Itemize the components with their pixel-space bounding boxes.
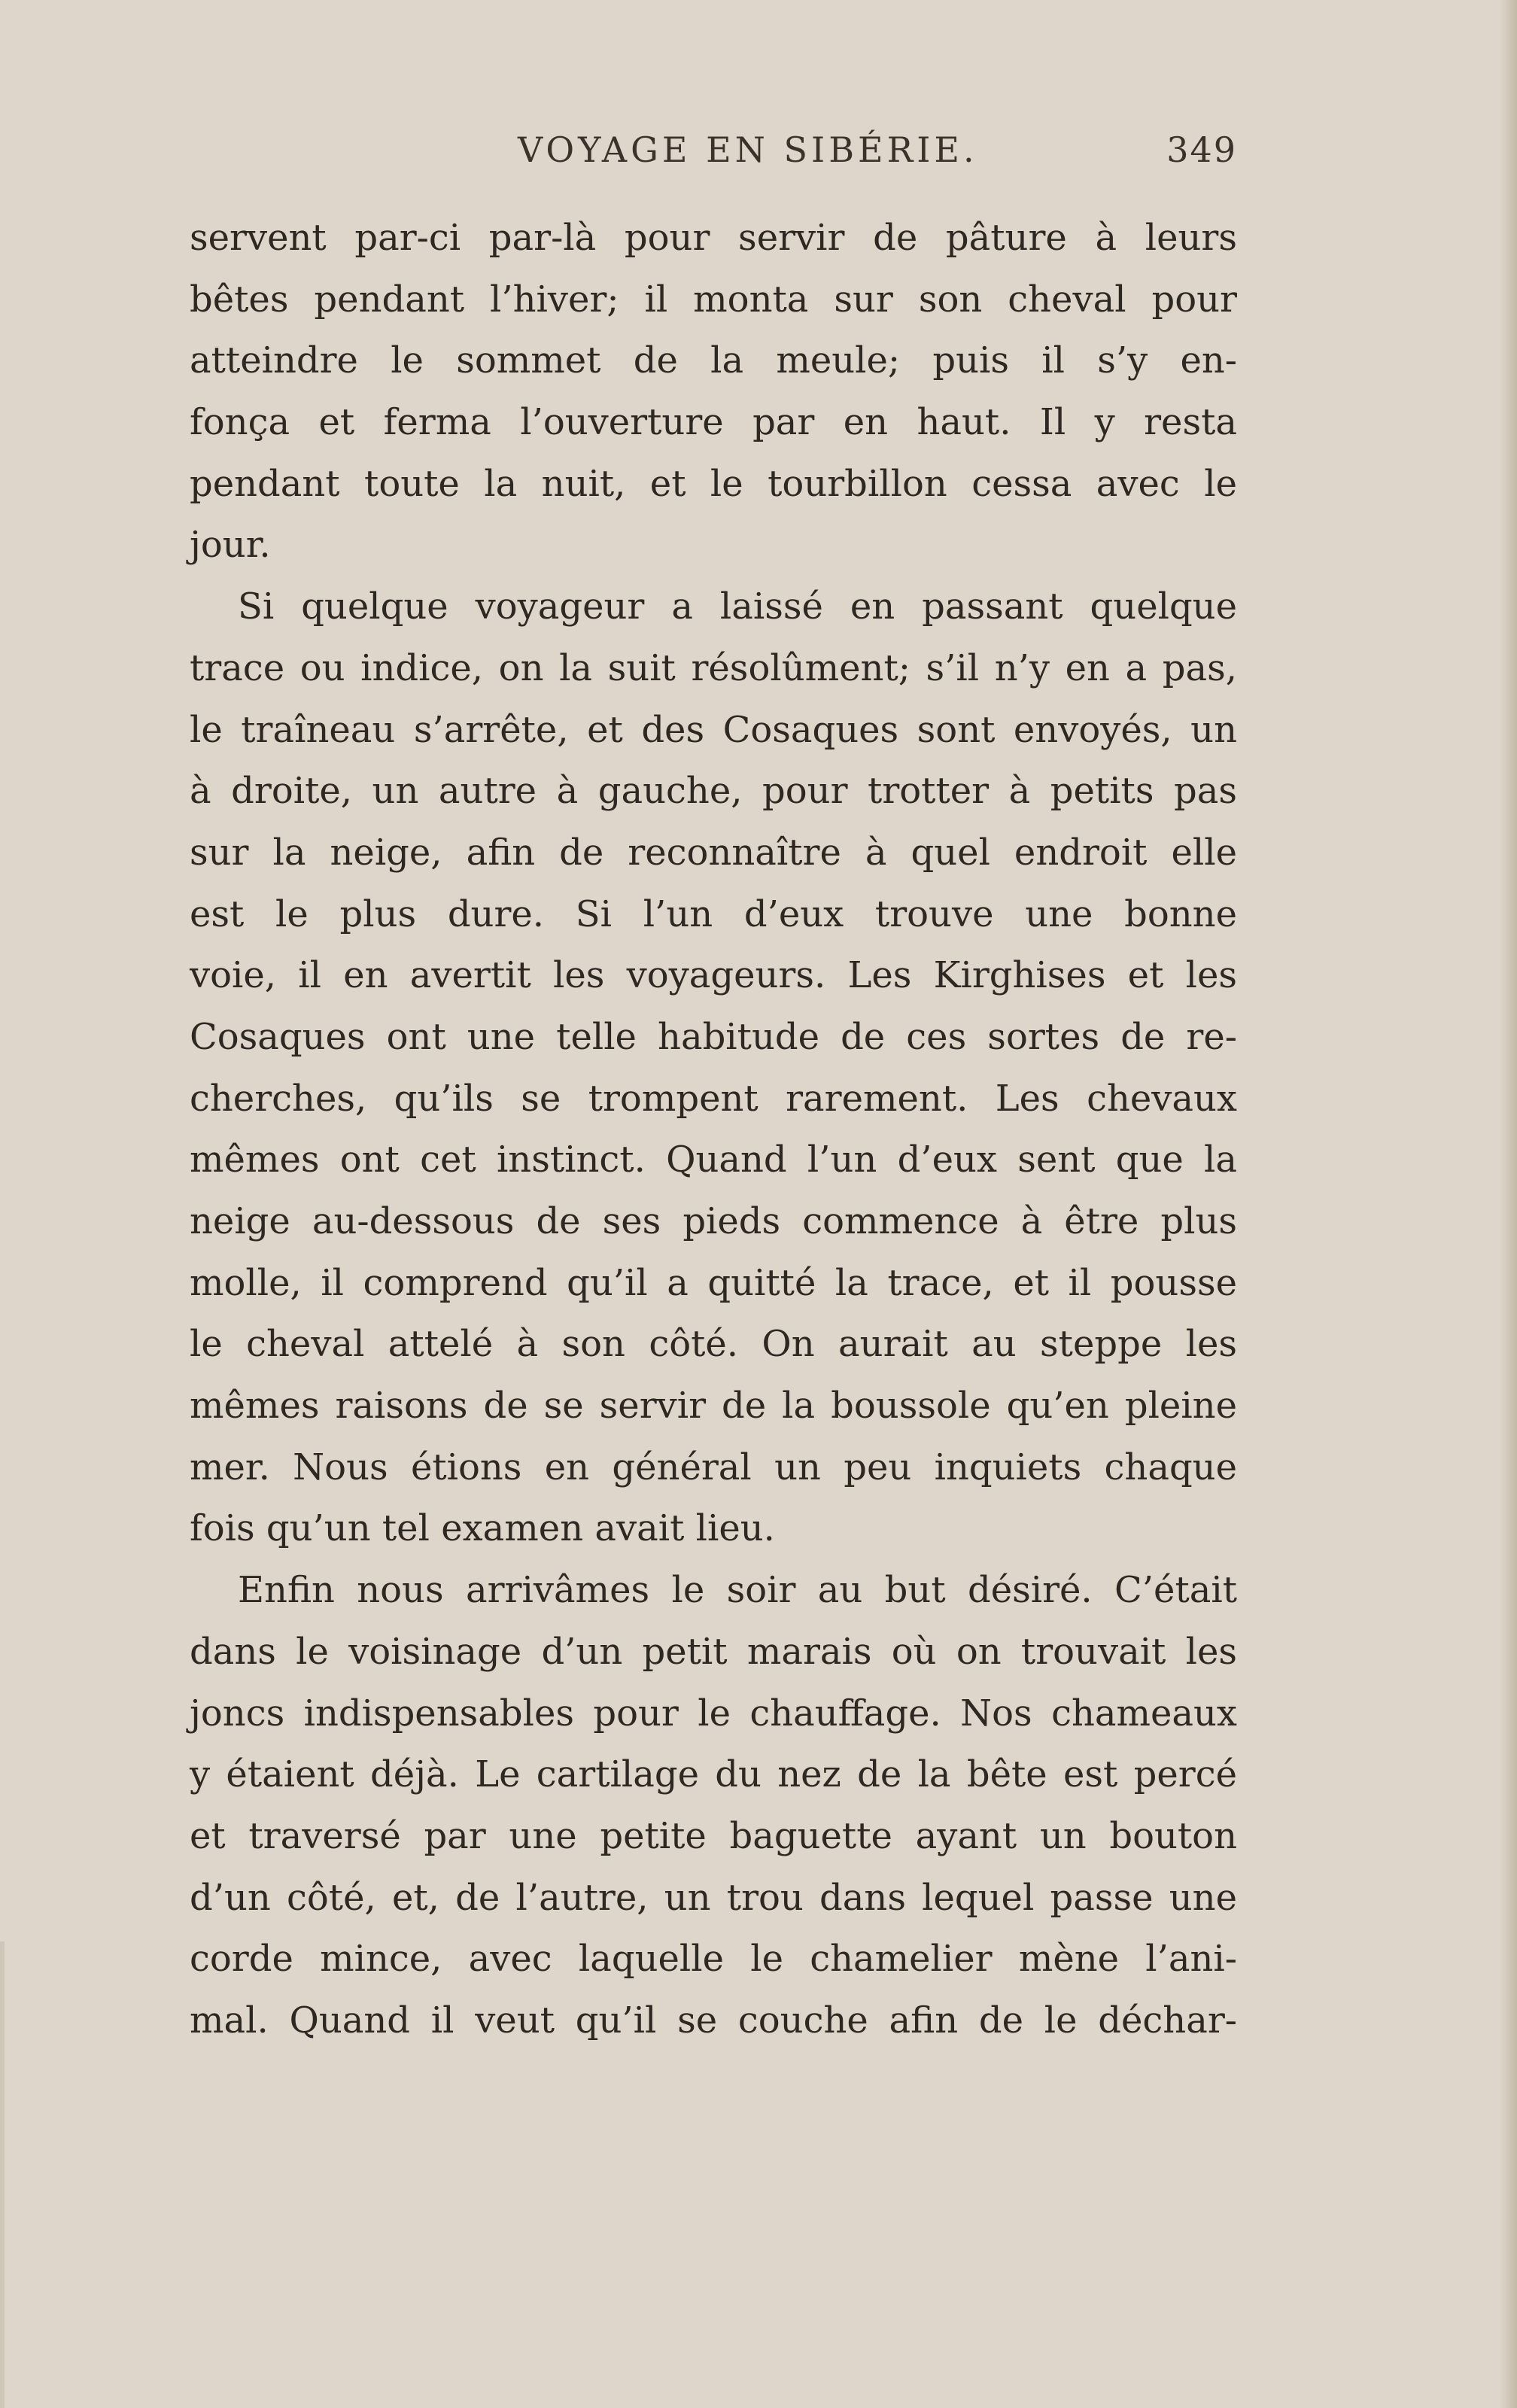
- text-line: fois qu’un tel examen avait lieu.: [190, 1507, 775, 1550]
- text-line: dans le voisinage d’un petit marais où on trouvait les: [190, 1630, 1237, 1673]
- text-line: Enfin nous arrivâmes le soir au but désiré. C’était: [238, 1569, 1237, 1612]
- text-line: fonça et ferma l’ouverture par en haut. Il y resta: [190, 401, 1237, 444]
- text-line: pendant toute la nuit, et le tourbillon cessa avec le: [190, 462, 1237, 505]
- page-number: 349: [1166, 129, 1237, 170]
- page-header: [190, 129, 1237, 182]
- text-line: trace ou indice, on la suit résolûment; s’il n’y en a pas,: [190, 646, 1237, 689]
- text-line: est le plus dure. Si l’un d’eux trouve une bonne: [190, 892, 1237, 935]
- text-line: à droite, un autre à gauche, pour trotter à petits pas: [190, 770, 1237, 813]
- text-line: d’un côté, et, de l’autre, un trou dans lequel passe une: [190, 1876, 1237, 1919]
- text-line: servent par-ci par-là pour servir de pâture à leurs: [190, 217, 1237, 259]
- text-line: bêtes pendant l’hiver; il monta sur son cheval pour: [190, 278, 1237, 321]
- text-line: atteindre le sommet de la meule; puis il s’y en-: [190, 339, 1237, 382]
- running-title: VOYAGE EN SIBÉRIE.: [518, 129, 978, 170]
- page-edge-shadow: [1500, 0, 1517, 2408]
- text-line: mal. Quand il veut qu’il se couche afin de le déchar-: [190, 1999, 1237, 2042]
- text-line: y étaient déjà. Le cartilage du nez de la bête est percé: [190, 1753, 1237, 1796]
- text-line: le cheval attelé à son côté. On aurait au steppe les: [190, 1323, 1237, 1366]
- text-line: le traîneau s’arrête, et des Cosaques sont envoyés, un: [190, 708, 1237, 751]
- text-line: Si quelque voyageur a laissé en passant quelque: [238, 585, 1237, 628]
- text-line: mêmes ont cet instinct. Quand l’un d’eux sent que la: [190, 1139, 1237, 1181]
- text-line: et traversé par une petite baguette ayant un bouton: [190, 1814, 1237, 1857]
- text-line: joncs indispensables pour le chauffage. Nos chameaux: [190, 1692, 1237, 1735]
- text-line: sur la neige, afin de reconnaître à quel endroit elle: [190, 831, 1237, 874]
- text-line: Cosaques ont une telle habitude de ces sortes de re-: [190, 1015, 1237, 1058]
- body-text: [190, 208, 1237, 2052]
- text-line: mêmes raisons de se servir de la boussole qu’en pleine: [190, 1385, 1237, 1427]
- text-line: corde mince, avec laquelle le chamelier mène l’ani-: [190, 1938, 1237, 1981]
- text-line: voie, il en avertit les voyageurs. Les Kirghises et les: [190, 954, 1237, 997]
- text-line: jour.: [190, 524, 271, 567]
- text-line: neige au-dessous de ses pieds commence à être plus: [190, 1200, 1237, 1242]
- text-line: molle, il comprend qu’il a quitté la trace, et il pousse: [190, 1261, 1237, 1304]
- text-line: mer. Nous étions en général un peu inquiets chaque: [190, 1446, 1237, 1488]
- page-edge-left: [0, 1941, 5, 2408]
- text-line: cherches, qu’ils se trompent rarement. Les chevaux: [190, 1077, 1237, 1120]
